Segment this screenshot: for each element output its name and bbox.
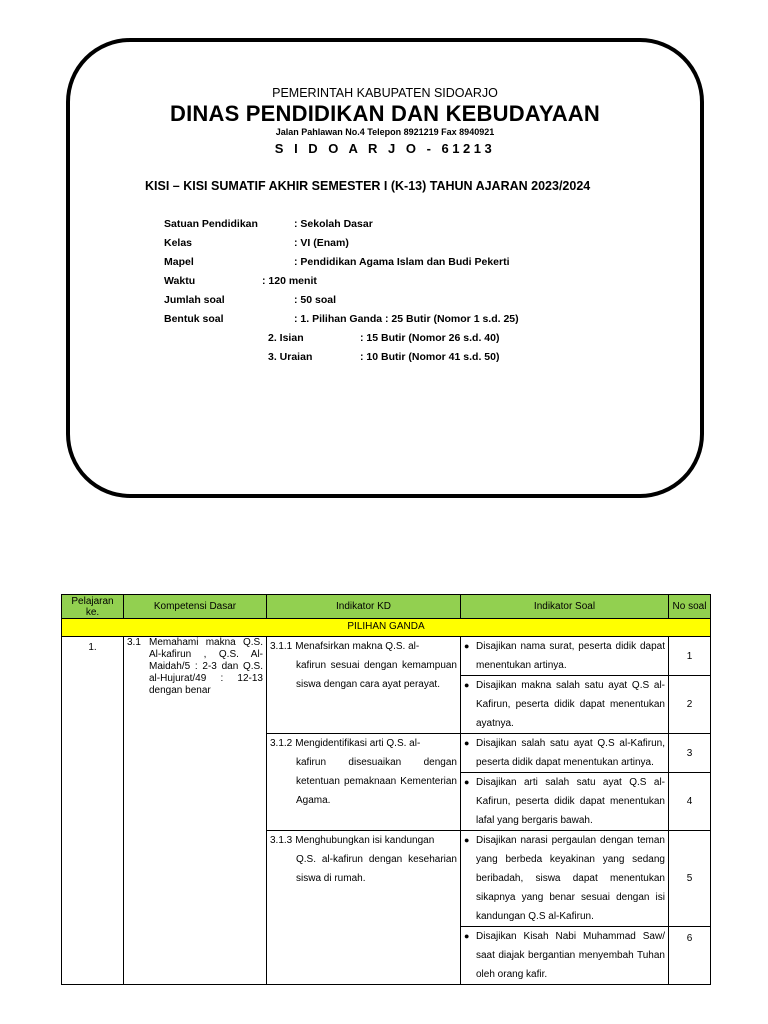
ikd-text-continued: kafirun disesuaikan dengan ketentuan pemaknaan Kementerian Agama. — [296, 757, 457, 806]
header-no-soal: No soal — [669, 595, 711, 619]
indikator-kd-cell — [267, 734, 461, 831]
no-soal: 2 — [669, 676, 711, 734]
info-kelas-value: : VI (Enam) — [294, 237, 349, 249]
indikator-soal-text: Disajikan salah satu ayat Q.S al-Kafirun, peserta didik dapat menentukan artinya. — [476, 738, 665, 768]
document-title: KISI – KISI SUMATIF AKHIR SEMESTER I (K-13) TAHUN AJARAN 2023/2024 — [145, 179, 591, 193]
info-jumlah-value: : 50 soal — [294, 294, 337, 306]
info-satuan-value: : Sekolah Dasar — [294, 218, 373, 230]
indikator-soal-cell — [461, 831, 669, 927]
info-uraian-value: : 10 Butir (Nomor 41 s.d. 50) — [360, 351, 500, 363]
government-name: PEMERINTAH KABUPATEN SIDOARJO — [272, 86, 498, 100]
info-bentuk-value: : 1. Pilihan Ganda : 25 Butir (Nomor 1 s.d. 25) — [294, 313, 519, 325]
info-bentuk-label: Bentuk soal — [164, 313, 224, 325]
indikator-soal-text: Disajikan nama surat, peserta didik dapat menentukan artinya. — [476, 641, 665, 671]
kd-text: Memahami makna Q.S. Al-kafirun , Q.S. Al-Maidah/5 : 2-3 dan Q.S. al-Hujurat/49 : 12-13 dengan benar — [149, 637, 263, 696]
bullet-icon: ● — [464, 641, 470, 651]
header-lesson: Pelajaran ke. — [62, 595, 124, 619]
kd-number: 3.1 — [127, 637, 141, 648]
ikd-number: 3.1.1 — [270, 641, 293, 652]
agency-address: Jalan Pahlawan No.4 Telepon 8921219 Fax 8940921 — [275, 127, 495, 137]
no-soal: 5 — [669, 831, 711, 927]
indikator-soal-text: Disajikan arti salah satu ayat Q.S al-Kafirun, peserta didik dapat menentukan lafal yang bergaris bawah. — [476, 777, 665, 826]
info-kelas-label: Kelas — [164, 237, 193, 249]
indikator-soal-cell — [461, 637, 669, 676]
ikd-text: Mengidentifikasi arti Q.S. al- — [295, 738, 421, 749]
indikator-soal-cell — [461, 734, 669, 773]
info-waktu-value: : 120 menit — [262, 275, 317, 287]
bullet-icon: ● — [464, 777, 470, 787]
info-jumlah-label: Jumlah soal — [164, 294, 225, 306]
section-title: PILIHAN GANDA — [62, 619, 711, 637]
indikator-soal-text: Disajikan narasi pergaulan dengan teman yang berbeda keyakinan yang sedang beribadah, siswa dapat menentukan sikapnya yang benar sesuai dengan isi kandungan Q.S al-Kafirun. — [476, 835, 665, 922]
header-indikator-soal: Indikator Soal — [461, 595, 669, 619]
ikd-text-continued: kafirun sesuai dengan kemampuan siswa dengan cara ayat perayat. — [296, 660, 457, 690]
bullet-icon: ● — [464, 738, 470, 748]
indikator-soal-text: Disajikan makna salah satu ayat Q.S al-Kafirun, peserta didik dapat menentukan ayatnya. — [476, 680, 665, 729]
lesson-number: 1. — [62, 637, 124, 985]
ikd-number: 3.1.2 — [270, 738, 293, 749]
header-indikator-kd: Indikator KD — [267, 595, 461, 619]
kompetensi-dasar-cell — [124, 637, 267, 985]
ikd-number: 3.1.3 — [270, 835, 293, 846]
section-row — [62, 619, 711, 637]
info-waktu-label: Waktu — [164, 275, 196, 287]
bullet-icon: ● — [464, 680, 470, 690]
info-isian-label: 2. Isian — [268, 332, 304, 344]
indikator-soal-cell — [461, 676, 669, 734]
no-soal: 3 — [669, 734, 711, 773]
indikator-kd-cell — [267, 831, 461, 985]
table-row — [62, 637, 711, 676]
ikd-text: Menghubungkan isi kandungan — [295, 835, 435, 846]
bullet-icon: ● — [464, 835, 470, 845]
ikd-text-continued: Q.S. al-kafirun dengan keseharian siswa di rumah. — [296, 854, 457, 884]
no-soal: 1 — [669, 637, 711, 676]
no-soal: 4 — [669, 773, 711, 831]
no-soal: 6 — [669, 927, 711, 985]
indikator-soal-text: Disajikan Kisah Nabi Muhammad Saw/ saat diajak bergantian menyembah Tuhan oleh orang kafir. — [476, 931, 665, 980]
ikd-text: Menafsirkan makna Q.S. al- — [295, 641, 420, 652]
indikator-soal-cell — [461, 927, 669, 985]
bullet-icon: ● — [464, 931, 470, 941]
info-mapel-value: : Pendidikan Agama Islam dan Budi Pekerti — [294, 256, 510, 268]
agency-city: S I D O A R J O - 61213 — [274, 141, 496, 156]
agency-name: DINAS PENDIDIKAN DAN KEBUDAYAAN — [170, 101, 600, 126]
kisi-table — [61, 594, 711, 985]
info-isian-value: : 15 Butir (Nomor 26 s.d. 40) — [360, 332, 500, 344]
indikator-kd-cell — [267, 637, 461, 734]
info-satuan-label: Satuan Pendidikan — [164, 218, 258, 230]
indikator-soal-cell — [461, 773, 669, 831]
info-uraian-label: 3. Uraian — [268, 351, 313, 363]
header-kompetensi-dasar: Kompetensi Dasar — [124, 595, 267, 619]
info-mapel-label: Mapel — [164, 256, 194, 268]
table-header-row — [62, 595, 711, 619]
